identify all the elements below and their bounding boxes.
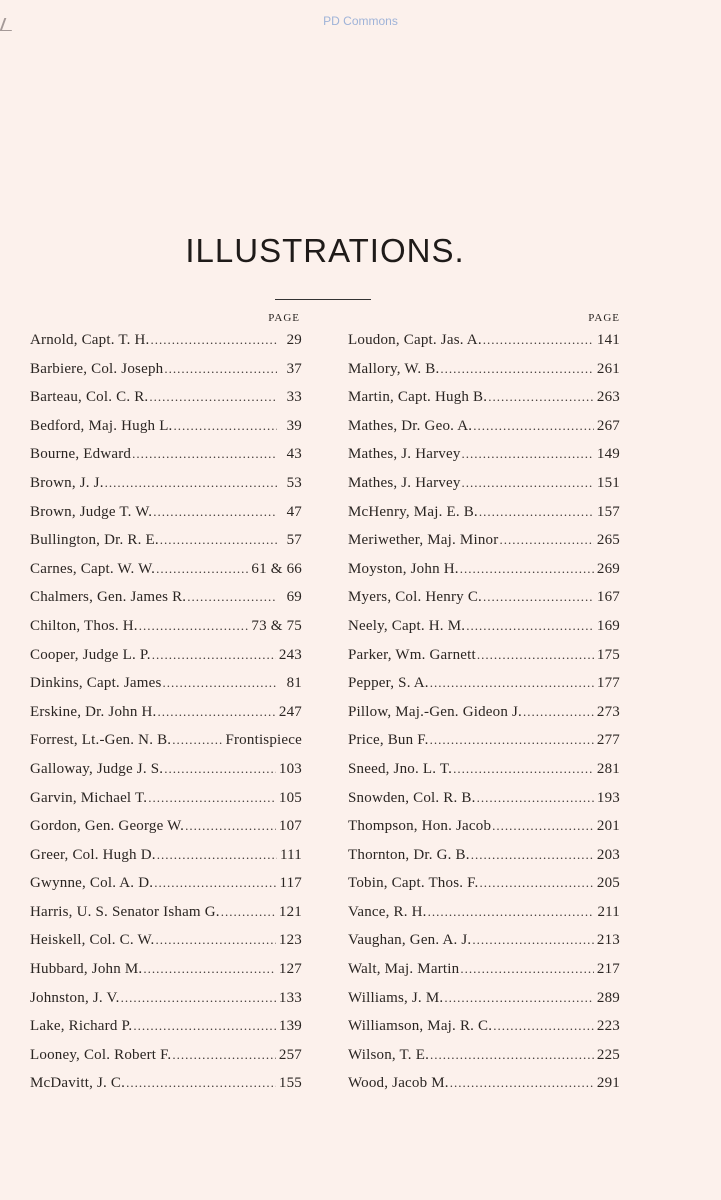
dot-leader xyxy=(460,561,594,577)
list-item xyxy=(348,732,620,761)
dot-leader xyxy=(143,961,276,977)
dot-leader xyxy=(163,675,278,691)
title-rule xyxy=(275,299,371,300)
entry-name: Johnston, J. V. xyxy=(30,989,120,1006)
dot-leader xyxy=(139,618,249,634)
entry-name: Mallory, W. B. xyxy=(348,360,440,377)
entry-name: Arnold, Capt. T. H. xyxy=(30,332,150,348)
list-item xyxy=(30,446,302,475)
entry-name: Carnes, Capt. W. W. xyxy=(30,560,156,577)
list-item xyxy=(348,446,620,475)
dot-leader xyxy=(133,1018,276,1034)
entry-name: Gwynne, Col. A. D. xyxy=(30,875,154,892)
entry-page-number: 203 xyxy=(596,846,620,863)
list-item xyxy=(348,504,620,533)
entry-name: Erskine, Dr. John H. xyxy=(30,703,157,720)
dot-leader xyxy=(444,990,594,1006)
entry-list xyxy=(348,332,620,1104)
list-item xyxy=(348,589,620,618)
dot-leader xyxy=(164,761,276,777)
entry-name: Martin, Capt. Hugh B. xyxy=(348,389,488,406)
list-item xyxy=(348,532,620,561)
list-item xyxy=(30,1075,302,1104)
entry-name: Mathes, J. Harvey xyxy=(348,474,461,491)
entry-page-number: 149 xyxy=(596,446,620,463)
entry-page-number: 37 xyxy=(286,360,302,377)
list-item xyxy=(348,561,620,590)
list-item xyxy=(348,1075,620,1104)
entry-name: Loudon, Capt. Jas. A. xyxy=(348,332,482,348)
entry-name: Bullington, Dr. R. E. xyxy=(30,532,159,549)
list-item xyxy=(30,732,302,761)
entry-name: Chalmers, Gen. James R. xyxy=(30,589,187,606)
dot-leader xyxy=(493,1018,594,1034)
entry-page-number: 225 xyxy=(596,1046,620,1063)
dot-leader xyxy=(430,675,594,691)
entry-name: McHenry, Maj. E. B. xyxy=(348,503,478,520)
dot-leader xyxy=(151,332,278,348)
list-item xyxy=(30,647,302,676)
entry-name: Garvin, Michael T. xyxy=(30,789,148,806)
entry-page-number: 81 xyxy=(286,675,302,692)
dot-leader xyxy=(450,1075,594,1091)
dot-leader xyxy=(121,990,276,1006)
entry-page-number: 139 xyxy=(278,1018,302,1035)
list-item xyxy=(30,875,302,904)
entry-name: Sneed, Jno. L. T. xyxy=(348,760,453,777)
list-item xyxy=(30,932,302,961)
entry-name: Williams, J. M. xyxy=(348,989,444,1006)
corner-mark xyxy=(0,18,16,31)
list-item xyxy=(348,418,620,447)
entry-page-number: 217 xyxy=(596,961,620,978)
list-item xyxy=(30,532,302,561)
dot-leader xyxy=(472,932,594,948)
dot-leader xyxy=(523,704,594,720)
dot-leader xyxy=(132,446,277,462)
entry-page-number: 205 xyxy=(596,875,620,892)
list-item xyxy=(30,561,302,590)
list-item xyxy=(348,847,620,876)
dot-leader xyxy=(221,904,276,920)
dot-leader xyxy=(483,332,594,348)
list-item xyxy=(348,618,620,647)
dot-leader xyxy=(172,732,222,748)
list-item xyxy=(30,704,302,733)
list-item xyxy=(348,818,620,847)
dot-leader xyxy=(453,761,594,777)
list-item xyxy=(348,475,620,504)
entry-name: Looney, Col. Robert F. xyxy=(30,1046,172,1063)
list-item xyxy=(348,761,620,790)
dot-leader xyxy=(187,589,277,605)
list-item xyxy=(348,961,620,990)
dot-leader xyxy=(473,418,594,434)
entry-name: Myers, Col. Henry C. xyxy=(348,589,482,606)
entry-name: Hubbard, John M. xyxy=(30,961,143,978)
list-item xyxy=(348,1047,620,1076)
entry-page-number: 29 xyxy=(286,332,302,348)
entry-name: Vaughan, Gen. A. J. xyxy=(348,932,472,949)
list-item xyxy=(348,904,620,933)
entry-name: Brown, J. J. xyxy=(30,474,104,491)
page-column-header: PAGE xyxy=(268,312,300,324)
entry-page-number: 53 xyxy=(286,474,302,491)
list-item xyxy=(348,1018,620,1047)
dot-leader xyxy=(149,389,277,405)
entry-page-number: 157 xyxy=(596,503,620,520)
dot-leader xyxy=(430,1047,594,1063)
dot-leader xyxy=(148,790,276,806)
list-item xyxy=(30,904,302,933)
entry-name: Wilson, T. E. xyxy=(348,1046,430,1063)
dot-leader xyxy=(172,1047,276,1063)
dot-leader xyxy=(488,389,594,405)
dot-leader xyxy=(483,589,594,605)
list-item xyxy=(30,818,302,847)
entry-name: Barteau, Col. C. R. xyxy=(30,389,149,406)
entry-page-number: 261 xyxy=(596,360,620,377)
entry-name: Galloway, Judge J. S. xyxy=(30,760,164,777)
dot-leader xyxy=(174,418,277,434)
entry-name: Mathes, J. Harvey xyxy=(348,446,461,463)
dot-leader xyxy=(460,961,594,977)
list-item xyxy=(348,790,620,819)
list-item xyxy=(348,932,620,961)
list-item xyxy=(30,761,302,790)
left-column xyxy=(30,310,302,1104)
list-item xyxy=(348,990,620,1019)
entry-name: Barbiere, Col. Joseph xyxy=(30,360,164,377)
list-item xyxy=(30,589,302,618)
entry-page-number: 39 xyxy=(286,417,302,434)
entry-name: Chilton, Thos. H. xyxy=(30,617,138,634)
list-item xyxy=(30,361,302,390)
entry-name: Bedford, Maj. Hugh L. xyxy=(30,417,173,434)
dot-leader xyxy=(164,361,277,377)
list-item xyxy=(348,361,620,390)
entry-page-number: 61 & 66 xyxy=(251,560,302,577)
entry-page-number: 223 xyxy=(596,1018,620,1035)
dot-leader xyxy=(477,790,594,806)
list-item xyxy=(348,332,620,361)
entry-page-number: 167 xyxy=(596,589,620,606)
list-item xyxy=(348,675,620,704)
entry-name: Snowden, Col. R. B. xyxy=(348,789,476,806)
entry-page-number: 69 xyxy=(286,589,302,606)
entry-page-number: 133 xyxy=(278,989,302,1006)
entry-page-number: 289 xyxy=(596,989,620,1006)
dot-leader xyxy=(157,847,277,863)
entry-name: Gordon, Gen. George W. xyxy=(30,818,185,835)
dot-leader xyxy=(462,475,594,491)
entry-page-number: 273 xyxy=(596,703,620,720)
entry-page-number: 127 xyxy=(278,961,302,978)
page-column-header: PAGE xyxy=(588,312,620,324)
list-item xyxy=(30,961,302,990)
entry-page-number: 111 xyxy=(280,846,302,863)
dot-leader xyxy=(185,818,276,834)
list-item xyxy=(30,475,302,504)
entry-list xyxy=(30,332,302,1104)
entry-name: Lake, Richard P. xyxy=(30,1018,133,1035)
entry-page-number: 155 xyxy=(278,1075,302,1092)
entry-page-number: 43 xyxy=(286,446,302,463)
entry-name: Mathes, Dr. Geo. A. xyxy=(348,417,473,434)
list-item xyxy=(30,1018,302,1047)
entry-page-number: 247 xyxy=(278,703,302,720)
entry-name: Greer, Col. Hugh D. xyxy=(30,846,156,863)
dot-leader xyxy=(499,532,593,548)
entry-name: Parker, Wm. Garnett xyxy=(348,646,476,663)
page-title: ILLUSTRATIONS. xyxy=(185,232,465,269)
entry-name: McDavitt, J. C. xyxy=(30,1075,126,1092)
dot-leader xyxy=(479,504,594,520)
entry-page-number: 269 xyxy=(596,560,620,577)
entry-name: Wood, Jacob M. xyxy=(348,1075,449,1092)
entry-page-number: 73 & 75 xyxy=(251,617,302,634)
entry-page-number: 57 xyxy=(286,532,302,549)
entry-page-number: 277 xyxy=(596,732,620,749)
dot-leader xyxy=(153,504,277,520)
entry-name: Harris, U. S. Senator Isham G. xyxy=(30,903,220,920)
dot-leader xyxy=(105,475,277,491)
dot-leader xyxy=(430,732,594,748)
entry-name: Moyston, John H. xyxy=(348,560,459,577)
dot-leader xyxy=(152,647,276,663)
entry-name: Neely, Capt. H. M. xyxy=(348,617,466,634)
list-item xyxy=(30,1047,302,1076)
entry-page-number: 265 xyxy=(596,532,620,549)
dot-leader xyxy=(158,704,276,720)
entry-name: Thornton, Dr. G. B. xyxy=(348,846,470,863)
entry-name: Meriwether, Maj. Minor xyxy=(348,532,499,549)
entry-page-number: 291 xyxy=(596,1075,620,1092)
entry-name: Williamson, Maj. R. C. xyxy=(348,1018,493,1035)
dot-leader xyxy=(155,932,275,948)
list-item xyxy=(30,389,302,418)
entry-page-number: 211 xyxy=(597,903,620,920)
dot-leader xyxy=(428,904,595,920)
entry-page-number: 201 xyxy=(596,818,620,835)
entry-page-number: 107 xyxy=(278,818,302,835)
entry-name: Walt, Maj. Martin xyxy=(348,961,460,978)
entry-name: Heiskell, Col. C. W. xyxy=(30,932,155,949)
dot-leader xyxy=(479,875,593,891)
dot-leader xyxy=(126,1075,276,1091)
dot-leader xyxy=(471,847,594,863)
entry-name: Pepper, S. A. xyxy=(348,675,429,692)
entry-page-number: 281 xyxy=(596,760,620,777)
dot-leader xyxy=(154,875,276,891)
entry-page-number: 263 xyxy=(596,389,620,406)
list-item xyxy=(30,847,302,876)
list-item xyxy=(30,790,302,819)
entry-page-number: 117 xyxy=(279,875,302,892)
list-item xyxy=(30,675,302,704)
entry-page-number: 257 xyxy=(278,1046,302,1063)
entry-page-number: 33 xyxy=(286,389,302,406)
list-item xyxy=(348,704,620,733)
entry-page-number: 169 xyxy=(596,617,620,634)
watermark: PD Commons xyxy=(323,14,398,28)
entry-name: Forrest, Lt.-Gen. N. B. xyxy=(30,732,172,749)
entry-page-number: 123 xyxy=(278,932,302,949)
entry-page-number: 103 xyxy=(278,760,302,777)
entry-page-number: 151 xyxy=(596,474,620,491)
entry-page-number: 121 xyxy=(278,903,302,920)
dot-leader xyxy=(160,532,277,548)
list-item xyxy=(30,332,302,361)
list-item xyxy=(348,647,620,676)
dot-leader xyxy=(440,361,593,377)
entry-name: Bourne, Edward xyxy=(30,446,132,463)
entry-name: Cooper, Judge L. P. xyxy=(30,646,151,663)
entry-name: Brown, Judge T. W. xyxy=(30,503,153,520)
entry-page-number: Frontispiece xyxy=(225,732,302,749)
entry-page-number: 47 xyxy=(286,503,302,520)
entry-page-number: 193 xyxy=(596,789,620,806)
entry-page-number: 105 xyxy=(278,789,302,806)
dot-leader xyxy=(477,647,594,663)
dot-leader xyxy=(462,446,594,462)
entry-page-number: 213 xyxy=(596,932,620,949)
entry-page-number: 177 xyxy=(596,675,620,692)
entry-name: Thompson, Hon. Jacob xyxy=(348,818,492,835)
entry-name: Vance, R. H. xyxy=(348,903,427,920)
entry-name: Price, Bun F. xyxy=(348,732,429,749)
dot-leader xyxy=(466,618,594,634)
list-item xyxy=(30,504,302,533)
list-item xyxy=(30,990,302,1019)
entry-page-number: 141 xyxy=(596,332,620,348)
entry-page-number: 243 xyxy=(278,646,302,663)
entry-name: Tobin, Capt. Thos. F. xyxy=(348,875,479,892)
dot-leader xyxy=(156,561,248,577)
entry-page-number: 175 xyxy=(596,646,620,663)
entry-name: Dinkins, Capt. James xyxy=(30,675,162,692)
list-item xyxy=(348,389,620,418)
list-item xyxy=(30,618,302,647)
entry-page-number: 267 xyxy=(596,417,620,434)
entry-name: Pillow, Maj.-Gen. Gideon J. xyxy=(348,703,522,720)
dot-leader xyxy=(492,818,594,834)
list-item xyxy=(30,418,302,447)
right-column xyxy=(348,310,620,1104)
list-item xyxy=(348,875,620,904)
